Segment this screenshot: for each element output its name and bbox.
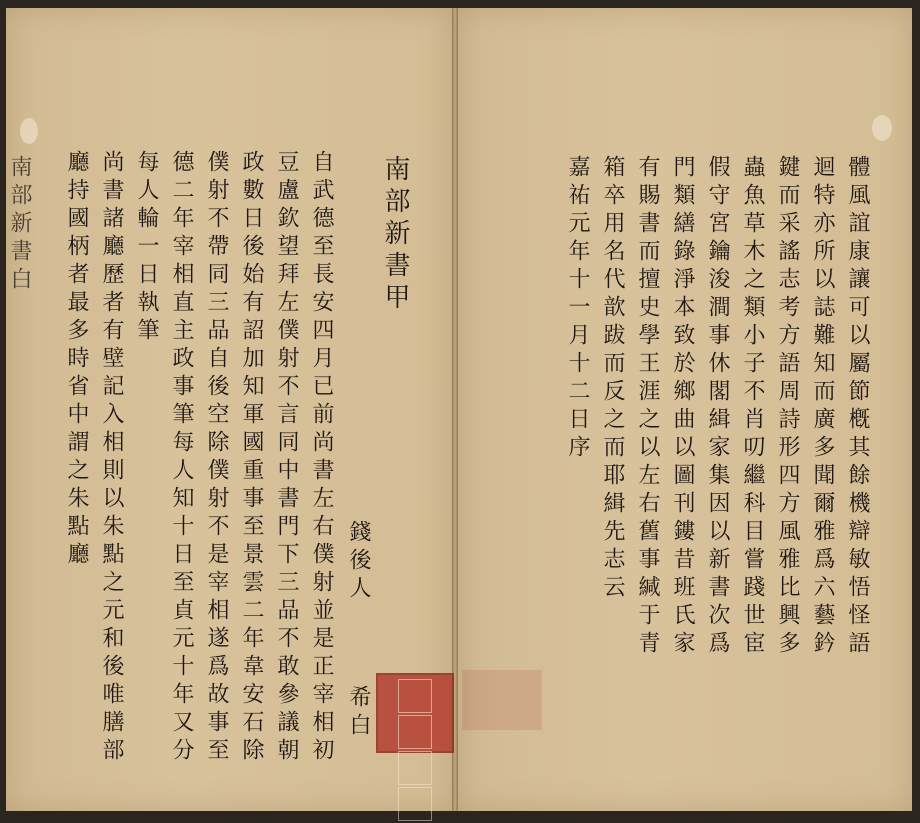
right-column-1: 體風誼康讓可以屬節槪其餘機辯敏悟怪語 [845, 155, 870, 659]
right-column-9: 嘉祐元年十一月十二日序 [565, 155, 590, 463]
left-column-6: 每人輪一日執筆 [134, 150, 159, 346]
right-column-6: 門類繕錄淨本致於鄉曲以圖刊鏤昔班氏家 [670, 155, 695, 659]
red-seal-stamp [376, 673, 454, 753]
seal-cell [398, 751, 432, 785]
right-column-8: 箱卒用名代歆跋而反之而耶緝先志云 [600, 155, 625, 603]
left-column-1: 自武德至長安四月已前尚書左右僕射並是正宰相初 [309, 150, 334, 766]
author-line: 錢後人 [346, 520, 371, 604]
right-column-4: 蟲魚草木之類小子不肖叨繼科目嘗踐世宦 [740, 155, 765, 659]
seal-cell [398, 679, 432, 713]
right-column-2: 迴特亦所以誌難知而廣多聞爾雅爲六藝鈐 [810, 155, 835, 659]
seal-cell [398, 715, 432, 749]
left-column-2: 豆盧欽望拜左僕射不言同中書門下三品不敢參議朝 [274, 150, 299, 766]
left-column-3: 政數日後始有詔加知軍國重事至景雲二年韋安石除 [239, 150, 264, 766]
seal-cell [398, 787, 432, 821]
paper-blemish [872, 115, 892, 141]
left-column-4: 僕射不帶同三品自後空除僕射不是宰相遂爲故事至 [204, 150, 229, 766]
author-name: 希白 [346, 685, 371, 741]
bleed-through-column: 南部新書白 [7, 155, 32, 295]
right-column-3: 鍵而采謠志考方語周詩形四方風雅比興多 [775, 155, 800, 659]
left-column-7: 尚書諸廳歷者有壁記入相則以朱點之元和後唯膳部 [99, 150, 124, 766]
right-column-7: 有賜書而擅史學王涯之以左右舊事緘于青 [635, 155, 660, 659]
book-title: 南部新書甲 [380, 155, 410, 315]
faded-seal-imprint [462, 670, 542, 730]
right-column-5: 假守宮鑰浚澗事休閣緝家集因以新書次爲 [705, 155, 730, 659]
left-column-5: 德二年宰相直主政事筆每人知十日至貞元十年又分 [169, 150, 194, 766]
left-column-8: 廳持國柄者最多時省中謂之朱點廳 [64, 150, 89, 570]
paper-blemish [20, 118, 38, 144]
